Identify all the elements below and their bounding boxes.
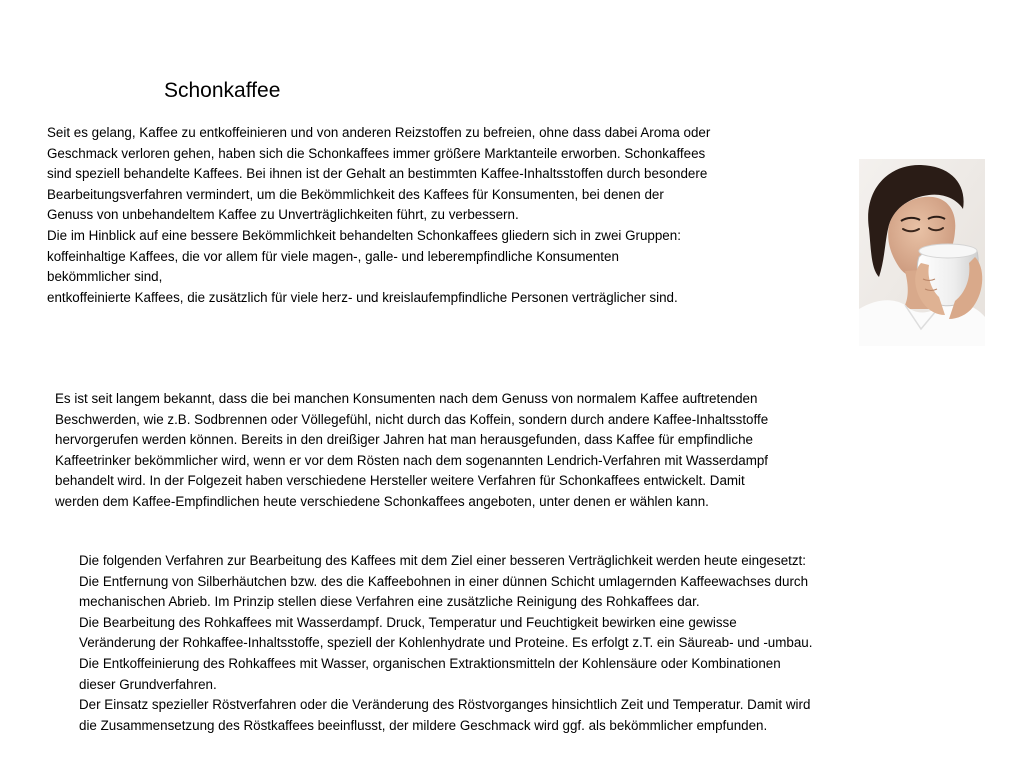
- methods-paragraph: [79, 551, 812, 736]
- text-line: Die folgenden Verfahren zur Bearbeitung des Kaffees mit dem Ziel einer besseren Verträglichkeit werden heute eingesetzt:: [79, 553, 806, 568]
- text-line: die Zusammensetzung des Röstkaffees beeinflusst, der mildere Geschmack wird ggf. als bekömmlicher empfunden.: [79, 717, 768, 733]
- woman-drinking-coffee-photo: [859, 159, 985, 346]
- text-line: Geschmack verloren gehen, haben sich die Schonkaffees immer größere Marktanteile erworben. Schonkaffees: [47, 145, 706, 161]
- photo-illustration: [859, 159, 985, 346]
- text-line: hervorgerufen werden können. Bereits in den dreißiger Jahren hat man herausgefunden, dass Kaffee für empfindliche: [55, 432, 753, 448]
- text-line: sind speziell behandelte Kaffees. Bei ihnen ist der Gehalt an bestimmten Kaffee-Inhaltsstoffen durch besondere: [47, 166, 708, 182]
- text-line: koffeinhaltige Kaffees, die vor allem für viele magen-, galle- und leberempfindliche Konsumenten: [47, 248, 619, 264]
- page-title: Schonkaffee: [164, 79, 281, 102]
- intro-paragraph: [47, 123, 710, 308]
- text-line: Es ist seit langem bekannt, dass die bei manchen Konsumenten nach dem Genuss von normalem Kaffee auftretenden: [55, 391, 758, 406]
- text-line: Beschwerden, wie z.B. Sodbrennen oder Völlegefühl, nicht durch das Koffein, sondern durch andere Kaffee-Inhaltsstoffe: [55, 411, 769, 427]
- text-line: Veränderung der Rohkaffee-Inhaltsstoffe, speziell der Kohlenhydrate und Proteine. Es erfolgt z.T. ein Säureab- und -umbau.: [79, 635, 813, 651]
- text-line: Genuss von unbehandeltem Kaffee zu Unverträglichkeiten führt, zu verbessern.: [47, 207, 519, 223]
- text-line: Die Entfernung von Silberhäutchen bzw. des die Kaffeebohnen in einer dünnen Schicht umlagernden Kaffeewachses durch: [79, 573, 809, 589]
- history-paragraph: [55, 389, 768, 513]
- text-line: Kaffeetrinker bekömmlicher wird, wenn er vor dem Rösten nach dem sogenannten Lendrich-Verfahren mit Wasserdampf: [55, 452, 769, 468]
- text-line: Die Bearbeitung des Rohkaffees mit Wasserdampf. Druck, Temperatur und Feuchtigkeit bewirken eine gewisse: [79, 614, 737, 630]
- text-line: Seit es gelang, Kaffee zu entkoffeinieren und von anderen Reizstoffen zu befreien, ohne dass dabei Aroma oder: [47, 125, 711, 140]
- text-line: bekömmlicher sind,: [47, 269, 163, 285]
- text-line: behandelt wird. In der Folgezeit haben verschiedene Hersteller weitere Verfahren für Schonkaffees entwickelt. Damit: [55, 473, 745, 489]
- text-line: dieser Grundverfahren.: [79, 676, 217, 692]
- text-line: Die im Hinblick auf eine bessere Bekömmlichkeit behandelten Schonkaffees gliedern sich in zwei Gruppen:: [47, 227, 681, 243]
- text-line: mechanischen Abrieb. Im Prinzip stellen diese Verfahren eine zusätzliche Reinigung des Rohkaffees dar.: [79, 594, 700, 610]
- text-line: Bearbeitungsverfahren vermindert, um die Bekömmlichkeit des Kaffees für Konsumenten, bei denen der: [47, 186, 664, 202]
- text-line: werden dem Kaffee-Empfindlichen heute verschiedene Schonkaffees angeboten, unter denen er wählen kann.: [55, 493, 709, 509]
- text-line: Die Entkoffeinierung des Rohkaffees mit Wasser, organischen Extraktionsmitteln der Kohlensäure oder Kombinationen: [79, 655, 781, 671]
- text-line: Der Einsatz spezieller Röstverfahren oder die Veränderung des Röstvorganges hinsichtlich Zeit und Temperatur. Damit wird: [79, 697, 811, 713]
- text-line: entkoffeinierte Kaffees, die zusätzlich für viele herz- und kreislaufempfindliche Personen verträglicher sind.: [47, 289, 678, 305]
